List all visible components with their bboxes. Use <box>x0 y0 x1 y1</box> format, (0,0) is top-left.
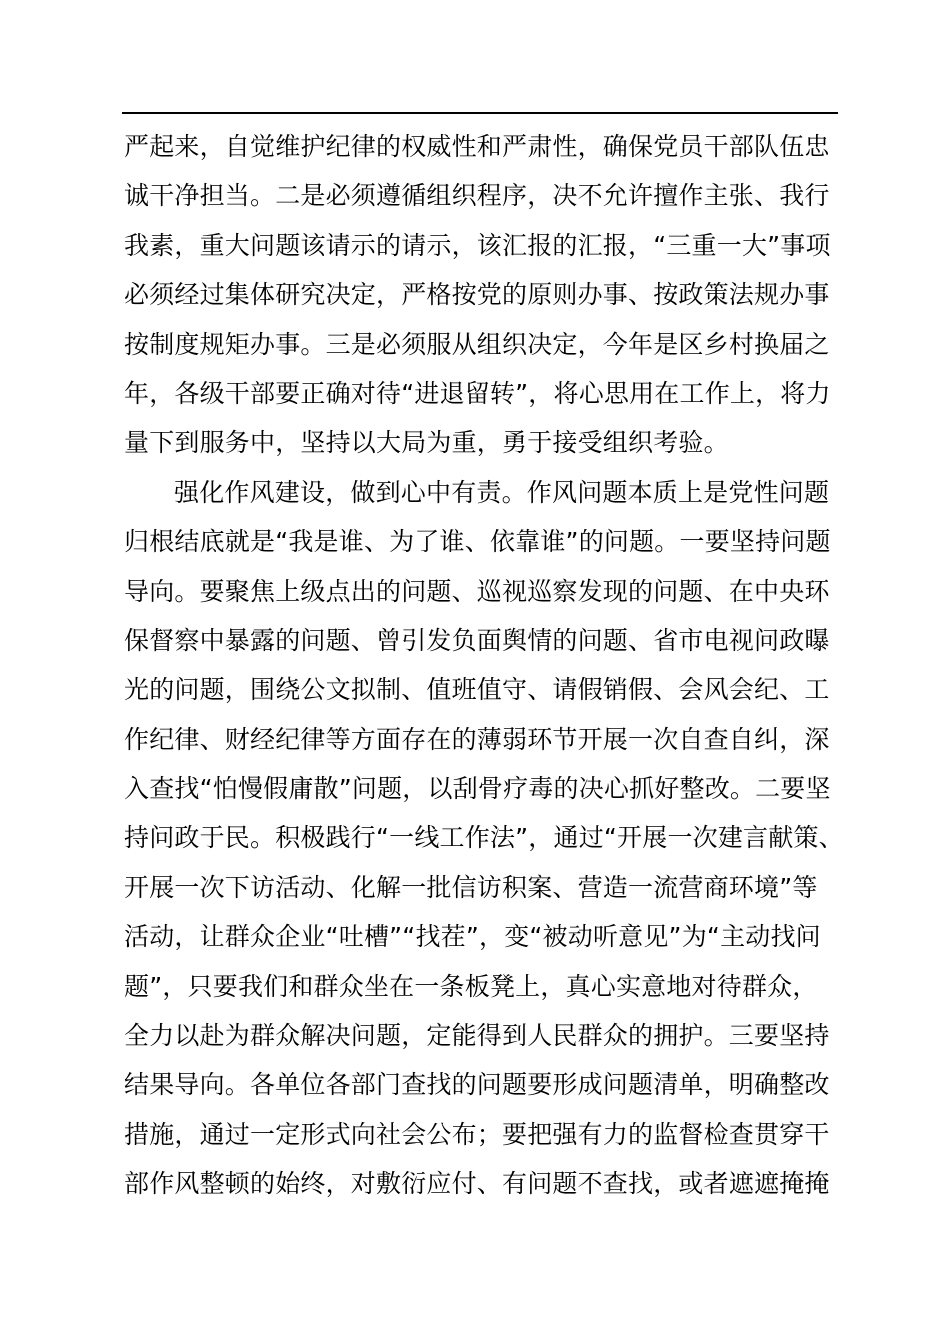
text-line: 措施，通过一定形式向社会公布；要把强有力的监督检查贯穿干 <box>124 1119 830 1149</box>
text-line: 题”，只要我们和群众坐在一条板凳上，真心实意地对待群众， <box>124 971 818 1001</box>
text-line: 诚干净担当。二是必须遵循组织程序，决不允许擅作主张、我行 <box>124 181 830 211</box>
text-line: 年，各级干部要正确对待“进退留转”，将心思用在工作上，将力 <box>124 378 831 408</box>
paragraph-start-line: 强化作风建设，做到心中有责。作风问题本质上是党性问题 <box>174 477 830 507</box>
body-text <box>124 122 844 1209</box>
text-line: 部作风整顿的始终，对敷衍应付、有问题不查找，或者遮遮掩掩 <box>124 1169 830 1199</box>
text-line: 作纪律、财经纪律等方面存在的薄弱环节开展一次自查自纠，深 <box>124 724 830 754</box>
text-line: 必须经过集体研究决定，严格按党的原则办事、按政策法规办事 <box>124 280 830 310</box>
text-line: 归根结底就是“我是谁、为了谁、依靠谁”的问题。一要坚持问题 <box>124 527 831 557</box>
text-line: 严起来，自觉维护纪律的权威性和严肃性，确保党员干部队伍忠 <box>124 132 830 161</box>
text-line: 入查找“怕慢假庸散”问题，以刮骨疗毒的决心抓好整改。二要坚 <box>124 774 831 804</box>
text-line: 活动，让群众企业“吐槽”“找茬”，变“被动听意见”为“主动找问 <box>124 922 821 952</box>
text-line: 保督察中暴露的问题、曾引发负面舆情的问题、省市电视问政曝 <box>124 625 830 655</box>
text-line: 全力以赴为群众解决问题，定能得到人民群众的拥护。三要坚持 <box>124 1021 830 1051</box>
text-line: 开展一次下访活动、化解一批信访积案、营造一流营商环境”等 <box>124 872 818 902</box>
text-line: 结果导向。各单位各部门查找的问题要形成问题清单，明确整改 <box>124 1070 830 1100</box>
text-line: 导向。要聚焦上级点出的问题、巡视巡察发现的问题、在中央环 <box>124 576 830 606</box>
header-rule <box>122 112 838 114</box>
text-line: 按制度规矩办事。三是必须服从组织决定，今年是区乡村换届之 <box>124 329 830 359</box>
text-line: 我素，重大问题该请示的请示，该汇报的汇报，“三重一大”事项 <box>124 230 831 260</box>
text-line: 持问政于民。积极践行“一线工作法”，通过“开展一次建言献策、 <box>124 823 844 853</box>
text-line: 光的问题，围绕公文拟制、值班值守、请假销假、会风会纪、工 <box>124 675 830 705</box>
text-line: 量下到服务中，坚持以大局为重，勇于接受组织考验。 <box>124 428 729 458</box>
